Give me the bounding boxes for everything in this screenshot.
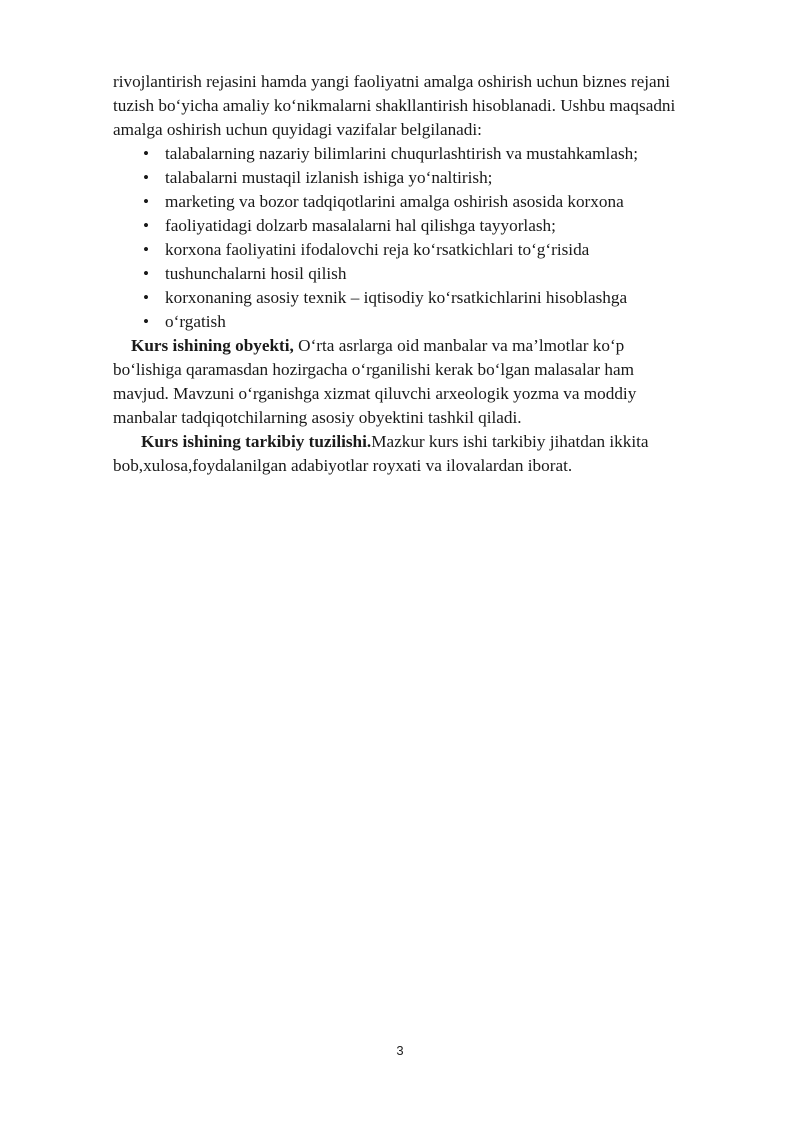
structure-heading: Kurs ishining tarkibiy tuzilishi. [141, 432, 372, 451]
bullet-icon: • [142, 264, 150, 283]
bullet-icon: • [142, 216, 150, 235]
intro-line: tuzish bo‘yicha amaliy ko‘nikmalarni shakllantirish hisoblanadi. Ushbu maqsadni [113, 96, 676, 115]
page-number: 3 [396, 1043, 404, 1058]
list-item-text: o‘rgatish [165, 312, 226, 331]
structure-text: Mazkur kurs ishi tarkibiy jihatdan ikkita [371, 432, 649, 451]
object-line: mavjud. Mavzuni o‘rganishga xizmat qiluvchi arxeologik yozma va moddiy [113, 384, 637, 403]
object-paragraph-first-line [113, 334, 733, 358]
list-item-text: korxona faoliyatini ifodalovchi reja ko‘rsatkichlari to‘g‘risida [165, 240, 590, 259]
task-list [113, 142, 733, 334]
bullet-icon: • [142, 240, 150, 259]
object-heading: Kurs ishining obyekti, [131, 336, 294, 355]
bullet-icon: • [142, 192, 150, 211]
object-text: O‘rta asrlarga oid manbalar va ma’lmotlar ko‘p [293, 336, 625, 355]
list-item [113, 238, 733, 262]
list-item-text: korxonaning asosiy texnik – iqtisodiy ko‘rsatkichlarini hisoblashga [165, 288, 628, 307]
bullet-icon: • [142, 168, 150, 187]
list-item [113, 310, 733, 334]
intro-line: rivojlantirish rejasini hamda yangi faoliyatni amalga oshirish uchun biznes rejani [113, 72, 671, 91]
list-item [113, 262, 733, 286]
object-line: bo‘lishiga qaramasdan hozirgacha o‘rganilishi kerak bo‘lgan malasalar ham [113, 360, 635, 379]
list-item-text: talabalarning nazariy bilimlarini chuqurlashtirish va mustahkamlash; [165, 144, 639, 163]
list-item [113, 214, 733, 238]
object-line: manbalar tadqiqotchilarning asosiy obyektini tashkil qiladi. [113, 408, 522, 427]
bullet-icon: • [142, 312, 150, 331]
structure-line: bob,xulosa,foydalanilgan adabiyotlar royxati va ilovalardan iborat. [113, 456, 573, 475]
list-item-text: faoliyatidagi dolzarb masalalarni hal qilishga tayyorlash; [165, 216, 556, 235]
list-item-text: talabalarni mustaqil izlanish ishiga yo‘naltirish; [165, 168, 493, 187]
list-item [113, 142, 733, 166]
list-item [113, 286, 733, 310]
intro-line: amalga oshirish uchun quyidagi vazifalar belgilanadi: [113, 120, 482, 139]
body-text [113, 70, 733, 478]
bullet-icon: • [142, 144, 150, 163]
list-item-text: tushunchalarni hosil qilish [165, 264, 347, 283]
list-item [113, 166, 733, 190]
list-item [113, 190, 733, 214]
list-item-text: marketing va bozor tadqiqotlarini amalga oshirish asosida korxona [165, 192, 624, 211]
bullet-icon: • [142, 288, 150, 307]
structure-paragraph-first-line [113, 430, 733, 454]
